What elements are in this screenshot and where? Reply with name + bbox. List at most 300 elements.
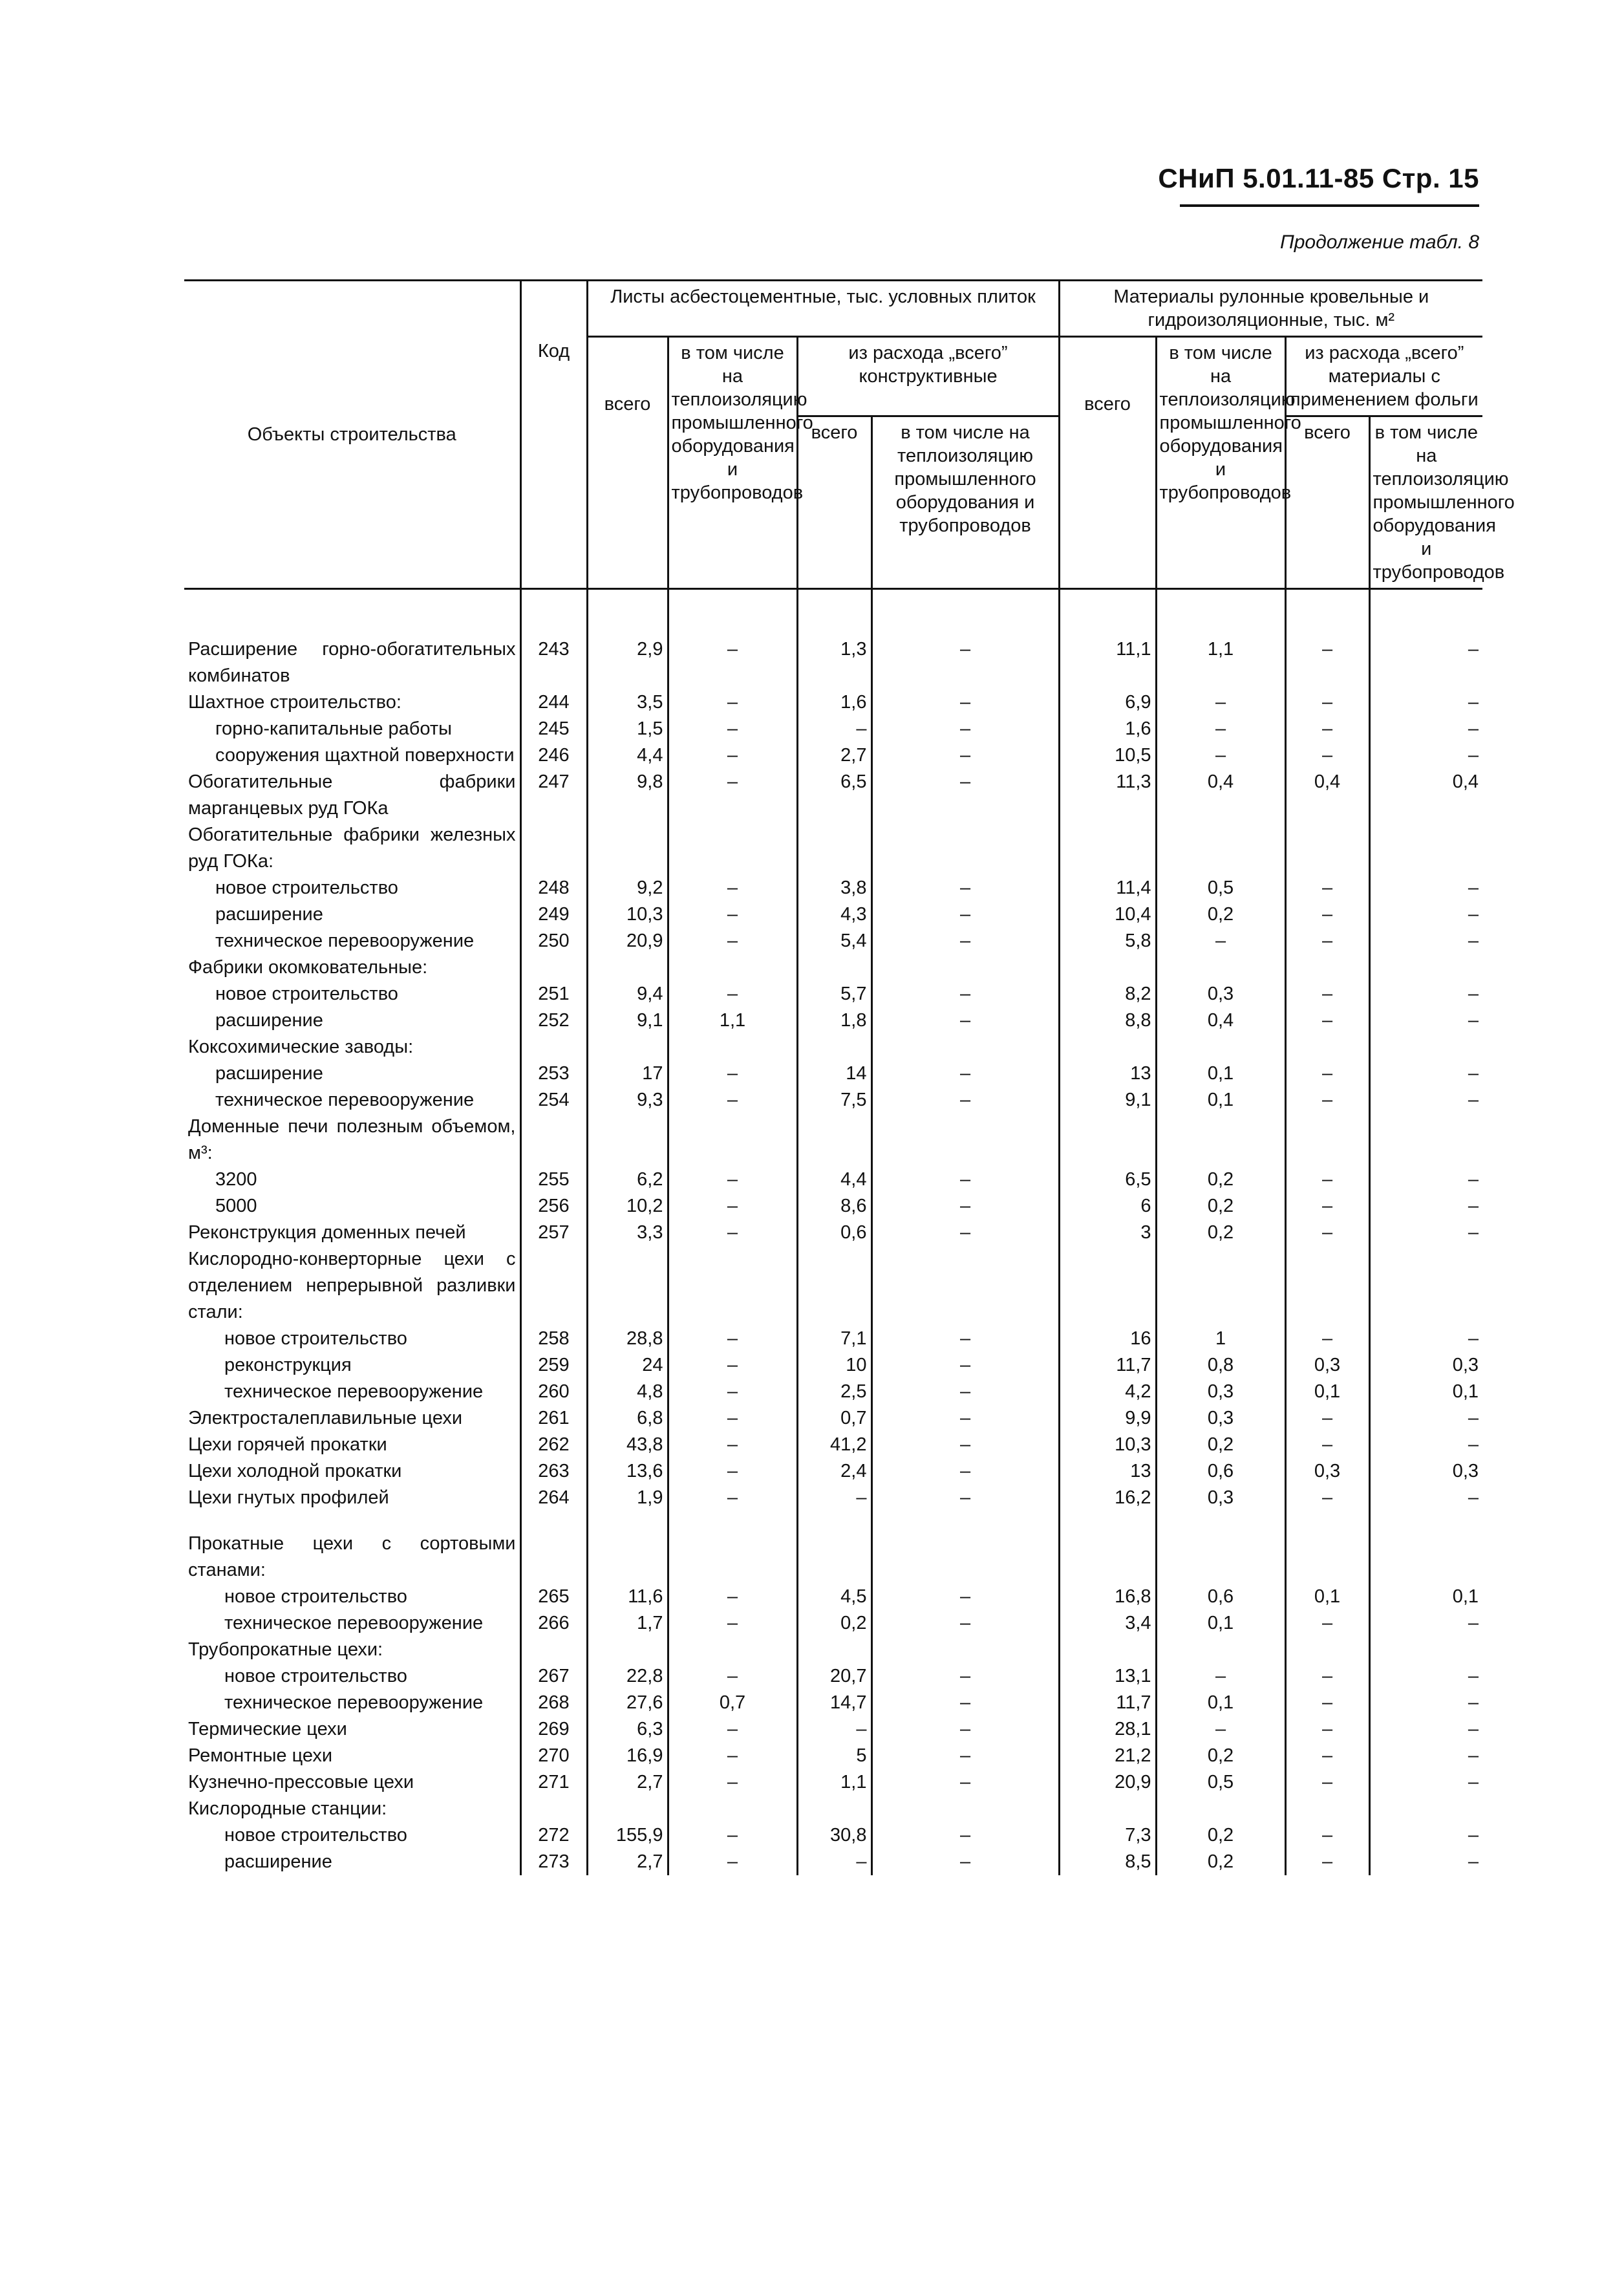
- roll-insulation-cell: 0,8: [1156, 1352, 1285, 1379]
- asbestos-constructive-insulation-cell: [871, 1246, 1059, 1326]
- roll-foil-insulation-cell: –: [1369, 1193, 1482, 1220]
- code-cell: 269: [520, 1716, 587, 1743]
- asbestos-constructive-cell: [797, 1511, 871, 1584]
- code-cell: 270: [520, 1743, 587, 1769]
- roll-foil-cell: –: [1285, 1060, 1369, 1087]
- roll-insulation-cell: [1156, 1637, 1285, 1663]
- roll-foil-insulation-cell: –: [1369, 716, 1482, 742]
- object-name-cell: Реконструкция доменных печей: [188, 1222, 466, 1243]
- roll-total-cell: 8,8: [1059, 1007, 1156, 1034]
- code-cell: [520, 1511, 587, 1584]
- code-cell: [520, 954, 587, 981]
- asbestos-insulation-cell: –: [668, 636, 797, 689]
- roll-foil-cell: 0,1: [1285, 1584, 1369, 1610]
- roll-foil-cell: 0,3: [1285, 1458, 1369, 1485]
- roll-foil-cell: –: [1285, 742, 1369, 769]
- table-row: [184, 1087, 1482, 1114]
- asbestos-constructive-cell: [797, 1246, 871, 1326]
- roll-total-cell: 28,1: [1059, 1716, 1156, 1743]
- roll-total-cell: 4,2: [1059, 1379, 1156, 1405]
- asbestos-constructive-cell: 4,5: [797, 1584, 871, 1610]
- table-row: [184, 1610, 1482, 1637]
- table-row: [184, 1584, 1482, 1610]
- table-row: [184, 875, 1482, 901]
- code-cell: 254: [520, 1087, 587, 1114]
- asbestos-insulation-cell: –: [668, 1220, 797, 1246]
- table-row: [184, 1769, 1482, 1796]
- object-name-cell: сооружения щахтной поверхности: [215, 745, 515, 766]
- roll-insulation-cell: 0,2: [1156, 1822, 1285, 1849]
- roll-foil-insulation-cell: –: [1369, 1007, 1482, 1034]
- roll-total-cell: [1059, 954, 1156, 981]
- roll-foil-insulation-cell: [1369, 1114, 1482, 1167]
- roll-foil-insulation-cell: [1369, 954, 1482, 981]
- object-name-cell: реконструкция: [224, 1355, 352, 1375]
- object-name-cell: новое строительство: [215, 984, 398, 1004]
- roll-foil-cell: –: [1285, 981, 1369, 1007]
- roll-foil-insulation-cell: –: [1369, 1405, 1482, 1432]
- asbestos-constructive-insulation-cell: –: [871, 981, 1059, 1007]
- asbestos-total-cell: [587, 1637, 668, 1663]
- table-body: [184, 589, 1482, 1876]
- code-cell: 272: [520, 1822, 587, 1849]
- object-name-cell: новое строительство: [224, 1825, 407, 1846]
- asbestos-total-cell: 9,4: [587, 981, 668, 1007]
- roll-foil-cell: 0,1: [1285, 1379, 1369, 1405]
- asbestos-constructive-insulation-cell: –: [871, 1610, 1059, 1637]
- asbestos-constructive-cell: 3,8: [797, 875, 871, 901]
- asbestos-total-cell: 6,8: [587, 1405, 668, 1432]
- roll-total-cell: 10,3: [1059, 1432, 1156, 1458]
- asbestos-constructive-cell: 4,3: [797, 901, 871, 928]
- roll-foil-insulation-cell: 0,1: [1369, 1584, 1482, 1610]
- object-name-cell: Трубопрокатные цехи:: [188, 1639, 383, 1660]
- asbestos-constructive-insulation-cell: –: [871, 1485, 1059, 1511]
- asbestos-insulation-cell: –: [668, 1743, 797, 1769]
- code-cell: 258: [520, 1326, 587, 1352]
- asbestos-insulation-cell: [668, 1114, 797, 1167]
- object-name-cell: Термические цехи: [188, 1719, 347, 1739]
- roll-total-cell: 11,7: [1059, 1690, 1156, 1716]
- object-name-cell: Шахтное строительство:: [188, 692, 401, 713]
- asbestos-insulation-cell: –: [668, 1485, 797, 1511]
- asbestos-constructive-cell: 0,7: [797, 1405, 871, 1432]
- object-name-cell: Доменные печи полезным объемом, м³:: [188, 1116, 516, 1163]
- roll-total-cell: 6,5: [1059, 1167, 1156, 1193]
- object-name-cell: расширение: [224, 1851, 332, 1872]
- table-row: [184, 1007, 1482, 1034]
- asbestos-insulation-cell: –: [668, 1584, 797, 1610]
- asbestos-total-cell: 6,3: [587, 1716, 668, 1743]
- roll-insulation-cell: 0,2: [1156, 901, 1285, 928]
- object-name-cell: 3200: [215, 1169, 257, 1190]
- roll-foil-cell: –: [1285, 901, 1369, 928]
- header-objects: Объекты строительства: [184, 281, 520, 589]
- asbestos-insulation-cell: [668, 1246, 797, 1326]
- roll-foil-insulation-cell: –: [1369, 1690, 1482, 1716]
- roll-foil-cell: –: [1285, 1743, 1369, 1769]
- asbestos-constructive-cell: 5,7: [797, 981, 871, 1007]
- roll-foil-cell: –: [1285, 1220, 1369, 1246]
- asbestos-total-cell: 24: [587, 1352, 668, 1379]
- object-name-cell: горно-капитальные работы: [215, 718, 452, 739]
- roll-foil-cell: –: [1285, 1405, 1369, 1432]
- roll-foil-insulation-cell: –: [1369, 1610, 1482, 1637]
- asbestos-constructive-cell: –: [797, 1485, 871, 1511]
- code-cell: 262: [520, 1432, 587, 1458]
- asbestos-constructive-cell: 5: [797, 1743, 871, 1769]
- header-foil: из расхода „всего” материалы с применением фольги: [1285, 337, 1482, 416]
- table-row: [184, 1379, 1482, 1405]
- code-cell: 246: [520, 742, 587, 769]
- code-cell: 257: [520, 1220, 587, 1246]
- code-cell: 252: [520, 1007, 587, 1034]
- table-row: [184, 1637, 1482, 1663]
- roll-foil-insulation-cell: 0,3: [1369, 1458, 1482, 1485]
- roll-foil-insulation-cell: –: [1369, 981, 1482, 1007]
- roll-insulation-cell: 0,4: [1156, 769, 1285, 822]
- asbestos-insulation-cell: –: [668, 769, 797, 822]
- table-spacer-row: [184, 589, 1482, 637]
- table-row: [184, 716, 1482, 742]
- header-constructive-total: всего: [797, 416, 871, 589]
- roll-foil-insulation-cell: –: [1369, 1716, 1482, 1743]
- code-cell: 251: [520, 981, 587, 1007]
- roll-foil-cell: –: [1285, 1822, 1369, 1849]
- asbestos-total-cell: 4,4: [587, 742, 668, 769]
- roll-total-cell: 3,4: [1059, 1610, 1156, 1637]
- roll-foil-insulation-cell: –: [1369, 1060, 1482, 1087]
- object-name-cell: Расширение горно-обогатительных комбинатов: [188, 639, 516, 686]
- asbestos-constructive-insulation-cell: [871, 1511, 1059, 1584]
- roll-insulation-cell: 0,5: [1156, 1769, 1285, 1796]
- code-cell: 271: [520, 1769, 587, 1796]
- roll-foil-cell: –: [1285, 1849, 1369, 1875]
- asbestos-constructive-insulation-cell: –: [871, 1326, 1059, 1352]
- asbestos-constructive-cell: 10: [797, 1352, 871, 1379]
- code-cell: 248: [520, 875, 587, 901]
- asbestos-constructive-cell: 1,8: [797, 1007, 871, 1034]
- roll-foil-cell: –: [1285, 1716, 1369, 1743]
- asbestos-insulation-cell: –: [668, 1087, 797, 1114]
- asbestos-insulation-cell: –: [668, 1610, 797, 1637]
- asbestos-insulation-cell: 1,1: [668, 1007, 797, 1034]
- asbestos-insulation-cell: [668, 1034, 797, 1060]
- roll-foil-insulation-cell: [1369, 1511, 1482, 1584]
- roll-foil-insulation-cell: –: [1369, 742, 1482, 769]
- roll-foil-insulation-cell: –: [1369, 1769, 1482, 1796]
- asbestos-total-cell: 2,7: [587, 1849, 668, 1875]
- roll-foil-cell: –: [1285, 1610, 1369, 1637]
- roll-total-cell: 16,8: [1059, 1584, 1156, 1610]
- roll-foil-cell: –: [1285, 1432, 1369, 1458]
- table-row: [184, 1663, 1482, 1690]
- roll-total-cell: 21,2: [1059, 1743, 1156, 1769]
- table-row: [184, 689, 1482, 716]
- roll-total-cell: [1059, 822, 1156, 875]
- roll-insulation-cell: –: [1156, 689, 1285, 716]
- roll-total-cell: 13,1: [1059, 1663, 1156, 1690]
- roll-foil-insulation-cell: [1369, 1246, 1482, 1326]
- roll-total-cell: 3: [1059, 1220, 1156, 1246]
- roll-total-cell: 1,6: [1059, 716, 1156, 742]
- asbestos-constructive-cell: 20,7: [797, 1663, 871, 1690]
- asbestos-total-cell: 11,6: [587, 1584, 668, 1610]
- roll-foil-insulation-cell: [1369, 1034, 1482, 1060]
- asbestos-constructive-cell: [797, 1796, 871, 1822]
- table-row: [184, 1690, 1482, 1716]
- asbestos-constructive-insulation-cell: –: [871, 1743, 1059, 1769]
- header-total-1: всего: [587, 337, 668, 589]
- asbestos-constructive-cell: [797, 1034, 871, 1060]
- asbestos-total-cell: 22,8: [587, 1663, 668, 1690]
- asbestos-insulation-cell: –: [668, 1458, 797, 1485]
- roll-insulation-cell: [1156, 1796, 1285, 1822]
- code-cell: 261: [520, 1405, 587, 1432]
- table-row: [184, 1796, 1482, 1822]
- asbestos-total-cell: 27,6: [587, 1690, 668, 1716]
- table-row: [184, 1060, 1482, 1087]
- object-name-cell: Электросталеплавильные цехи: [188, 1408, 463, 1428]
- table-row: [184, 901, 1482, 928]
- asbestos-constructive-cell: –: [797, 716, 871, 742]
- table-row: [184, 1716, 1482, 1743]
- asbestos-insulation-cell: –: [668, 1326, 797, 1352]
- roll-foil-cell: [1285, 1511, 1369, 1584]
- asbestos-insulation-cell: [668, 822, 797, 875]
- code-cell: 247: [520, 769, 587, 822]
- roll-insulation-cell: –: [1156, 928, 1285, 954]
- asbestos-insulation-cell: –: [668, 1849, 797, 1875]
- table-row: [184, 1352, 1482, 1379]
- asbestos-constructive-cell: 5,4: [797, 928, 871, 954]
- roll-foil-insulation-cell: –: [1369, 689, 1482, 716]
- roll-foil-cell: [1285, 1114, 1369, 1167]
- roll-insulation-cell: 0,3: [1156, 1485, 1285, 1511]
- table-row: [184, 822, 1482, 875]
- object-name-cell: техническое перевооружение: [215, 1090, 475, 1110]
- roll-insulation-cell: 0,2: [1156, 1167, 1285, 1193]
- roll-total-cell: 11,4: [1059, 875, 1156, 901]
- table-row: [184, 1114, 1482, 1167]
- object-name-cell: Кислородно-конверторные цехи с отделением непрерывной разливки стали:: [188, 1249, 516, 1322]
- roll-foil-insulation-cell: –: [1369, 1220, 1482, 1246]
- roll-foil-cell: [1285, 1246, 1369, 1326]
- asbestos-constructive-cell: –: [797, 1716, 871, 1743]
- table-row: [184, 1034, 1482, 1060]
- asbestos-constructive-cell: 7,5: [797, 1087, 871, 1114]
- asbestos-constructive-insulation-cell: –: [871, 1822, 1059, 1849]
- asbestos-insulation-cell: –: [668, 1193, 797, 1220]
- asbestos-insulation-cell: [668, 954, 797, 981]
- asbestos-constructive-cell: 2,4: [797, 1458, 871, 1485]
- asbestos-constructive-insulation-cell: –: [871, 928, 1059, 954]
- asbestos-constructive-cell: 14,7: [797, 1690, 871, 1716]
- asbestos-total-cell: [587, 1114, 668, 1167]
- asbestos-constructive-insulation-cell: –: [871, 1716, 1059, 1743]
- asbestos-total-cell: [587, 1511, 668, 1584]
- code-cell: 265: [520, 1584, 587, 1610]
- roll-total-cell: 6,9: [1059, 689, 1156, 716]
- table-row: [184, 981, 1482, 1007]
- header-roll-materials-group: Материалы рулонные кровельные и гидроизоляционные, тыс. м²: [1059, 281, 1482, 337]
- roll-insulation-cell: 1,1: [1156, 636, 1285, 689]
- asbestos-insulation-cell: 0,7: [668, 1690, 797, 1716]
- asbestos-total-cell: 10,2: [587, 1193, 668, 1220]
- asbestos-insulation-cell: [668, 1511, 797, 1584]
- roll-insulation-cell: 0,3: [1156, 1405, 1285, 1432]
- roll-insulation-cell: [1156, 822, 1285, 875]
- asbestos-insulation-cell: –: [668, 1432, 797, 1458]
- roll-foil-insulation-cell: –: [1369, 875, 1482, 901]
- code-cell: [520, 822, 587, 875]
- asbestos-insulation-cell: [668, 1796, 797, 1822]
- asbestos-constructive-insulation-cell: –: [871, 1087, 1059, 1114]
- roll-foil-cell: [1285, 1034, 1369, 1060]
- asbestos-constructive-cell: 1,6: [797, 689, 871, 716]
- roll-total-cell: 9,9: [1059, 1405, 1156, 1432]
- asbestos-constructive-cell: 4,4: [797, 1167, 871, 1193]
- object-name-cell: техническое перевооружение: [224, 1613, 484, 1633]
- table-row: [184, 1246, 1482, 1326]
- roll-total-cell: 8,5: [1059, 1849, 1156, 1875]
- roll-foil-cell: –: [1285, 1326, 1369, 1352]
- table-row: [184, 1511, 1482, 1584]
- asbestos-insulation-cell: –: [668, 1663, 797, 1690]
- roll-foil-cell: –: [1285, 928, 1369, 954]
- roll-foil-insulation-cell: [1369, 1637, 1482, 1663]
- asbestos-constructive-insulation-cell: –: [871, 1405, 1059, 1432]
- code-cell: [520, 1637, 587, 1663]
- roll-insulation-cell: 0,2: [1156, 1743, 1285, 1769]
- roll-insulation-cell: 0,1: [1156, 1087, 1285, 1114]
- materials-table: [184, 279, 1515, 1875]
- roll-foil-cell: –: [1285, 636, 1369, 689]
- roll-insulation-cell: –: [1156, 716, 1285, 742]
- header-code: Код: [520, 281, 587, 589]
- header-constructive-insulation: в том числе на теплоизоляцию промышленного оборудования и трубопроводов: [871, 416, 1059, 589]
- asbestos-total-cell: 9,8: [587, 769, 668, 822]
- roll-total-cell: [1059, 1511, 1156, 1584]
- object-name-cell: Кислородные станции:: [188, 1798, 387, 1819]
- roll-foil-cell: 0,3: [1285, 1352, 1369, 1379]
- roll-foil-cell: –: [1285, 1167, 1369, 1193]
- asbestos-constructive-insulation-cell: –: [871, 1432, 1059, 1458]
- asbestos-constructive-insulation-cell: –: [871, 1220, 1059, 1246]
- roll-foil-insulation-cell: –: [1369, 1849, 1482, 1875]
- roll-insulation-cell: 0,6: [1156, 1584, 1285, 1610]
- code-cell: [520, 1034, 587, 1060]
- roll-total-cell: 10,4: [1059, 901, 1156, 928]
- object-name-cell: Коксохимические заводы:: [188, 1037, 414, 1057]
- object-name-cell: Прокатные цехи с сортовыми станами:: [188, 1533, 516, 1580]
- asbestos-constructive-insulation-cell: –: [871, 875, 1059, 901]
- asbestos-total-cell: 3,3: [587, 1220, 668, 1246]
- roll-insulation-cell: 0,5: [1156, 875, 1285, 901]
- roll-insulation-cell: –: [1156, 1663, 1285, 1690]
- asbestos-total-cell: 20,9: [587, 928, 668, 954]
- asbestos-constructive-insulation-cell: –: [871, 1458, 1059, 1485]
- table-row: [184, 1220, 1482, 1246]
- asbestos-constructive-insulation-cell: –: [871, 1352, 1059, 1379]
- roll-insulation-cell: 0,2: [1156, 1849, 1285, 1875]
- roll-foil-insulation-cell: 0,3: [1369, 1352, 1482, 1379]
- asbestos-constructive-cell: –: [797, 1849, 871, 1875]
- asbestos-constructive-cell: 2,7: [797, 742, 871, 769]
- asbestos-constructive-insulation-cell: –: [871, 1060, 1059, 1087]
- roll-total-cell: 20,9: [1059, 1769, 1156, 1796]
- asbestos-constructive-cell: 2,5: [797, 1379, 871, 1405]
- table-row: [184, 1193, 1482, 1220]
- asbestos-total-cell: 6,2: [587, 1167, 668, 1193]
- roll-foil-cell: –: [1285, 1193, 1369, 1220]
- code-cell: 268: [520, 1690, 587, 1716]
- object-name-cell: техническое перевооружение: [224, 1381, 484, 1402]
- table-row: [184, 1405, 1482, 1432]
- roll-total-cell: 8,2: [1059, 981, 1156, 1007]
- roll-total-cell: [1059, 1796, 1156, 1822]
- code-cell: [520, 1796, 587, 1822]
- roll-total-cell: 11,1: [1059, 636, 1156, 689]
- roll-insulation-cell: 0,4: [1156, 1007, 1285, 1034]
- object-name-cell: Ремонтные цехи: [188, 1745, 333, 1766]
- asbestos-constructive-cell: [797, 954, 871, 981]
- roll-foil-cell: [1285, 822, 1369, 875]
- roll-foil-insulation-cell: –: [1369, 1743, 1482, 1769]
- table-row: [184, 636, 1482, 689]
- header-insulation-1: в том числе на теплоизоляцию промышленного оборудования и трубопроводов: [668, 337, 797, 589]
- asbestos-total-cell: 2,7: [587, 1769, 668, 1796]
- object-name-cell: новое строительство: [224, 1586, 407, 1607]
- asbestos-constructive-cell: [797, 1637, 871, 1663]
- roll-total-cell: 11,3: [1059, 769, 1156, 822]
- roll-insulation-cell: 0,3: [1156, 1379, 1285, 1405]
- roll-foil-cell: –: [1285, 716, 1369, 742]
- object-name-cell: Цехи холодной прокатки: [188, 1461, 402, 1481]
- roll-insulation-cell: –: [1156, 1716, 1285, 1743]
- asbestos-insulation-cell: –: [668, 689, 797, 716]
- asbestos-total-cell: [587, 954, 668, 981]
- asbestos-insulation-cell: –: [668, 1379, 797, 1405]
- table-row: [184, 1743, 1482, 1769]
- asbestos-insulation-cell: –: [668, 1716, 797, 1743]
- object-name-cell: Цехи гнутых профилей: [188, 1487, 389, 1508]
- asbestos-total-cell: 2,9: [587, 636, 668, 689]
- asbestos-constructive-cell: 7,1: [797, 1326, 871, 1352]
- object-name-cell: Кузнечно-прессовые цехи: [188, 1772, 414, 1792]
- roll-foil-insulation-cell: –: [1369, 1822, 1482, 1849]
- roll-foil-insulation-cell: 0,1: [1369, 1379, 1482, 1405]
- roll-foil-insulation-cell: –: [1369, 1432, 1482, 1458]
- header-constructive: из расхода „всего” конструктивные: [797, 337, 1059, 416]
- code-cell: 273: [520, 1849, 587, 1875]
- asbestos-constructive-insulation-cell: –: [871, 1007, 1059, 1034]
- asbestos-constructive-cell: 1,3: [797, 636, 871, 689]
- roll-insulation-cell: –: [1156, 742, 1285, 769]
- asbestos-constructive-cell: 0,2: [797, 1610, 871, 1637]
- roll-foil-cell: –: [1285, 1087, 1369, 1114]
- asbestos-total-cell: 1,7: [587, 1610, 668, 1637]
- code-cell: 260: [520, 1379, 587, 1405]
- roll-insulation-cell: 0,1: [1156, 1690, 1285, 1716]
- asbestos-constructive-insulation-cell: [871, 1034, 1059, 1060]
- roll-foil-insulation-cell: –: [1369, 901, 1482, 928]
- code-cell: 263: [520, 1458, 587, 1485]
- header-rule: [1180, 204, 1479, 207]
- roll-insulation-cell: 1: [1156, 1326, 1285, 1352]
- asbestos-constructive-cell: 14: [797, 1060, 871, 1087]
- object-name-cell: 5000: [215, 1196, 257, 1216]
